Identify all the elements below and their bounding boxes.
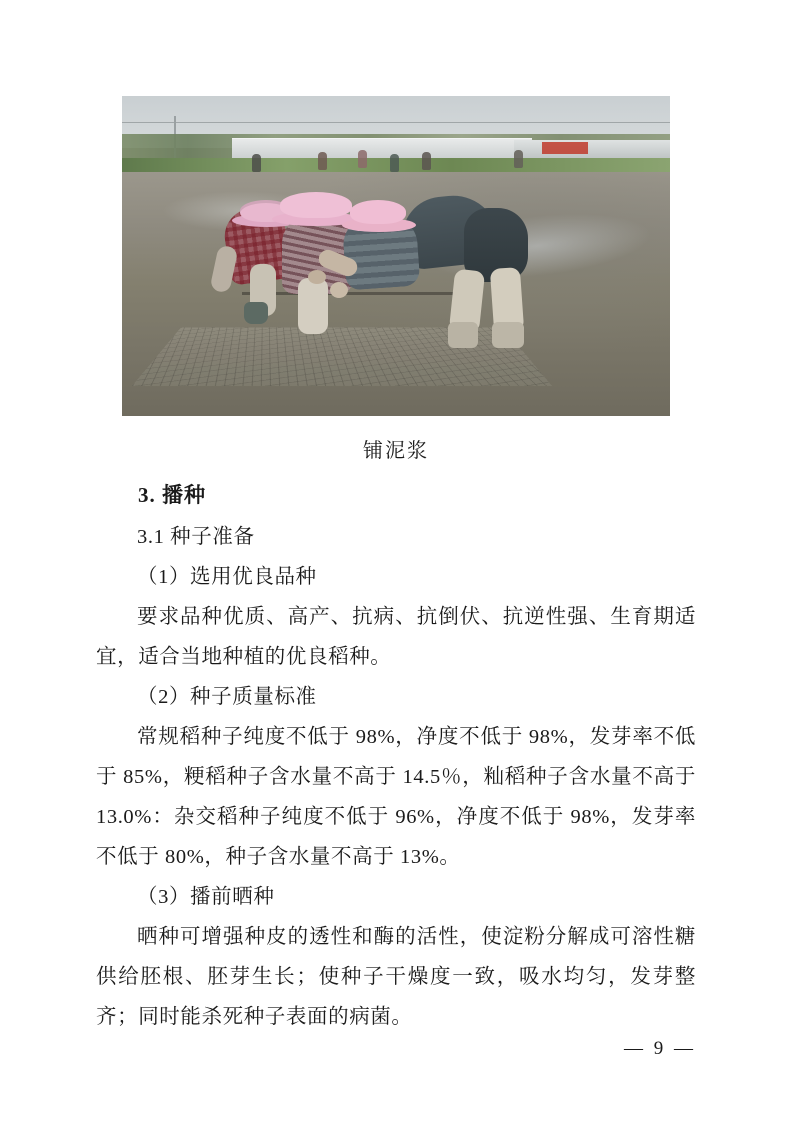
photo-worker-right-boot-left xyxy=(448,322,478,348)
photo-worker-right-boot-right xyxy=(492,322,524,348)
photo-worker-left-boot xyxy=(244,302,268,324)
item-paragraph-2: 常规稻种子纯度不低于 98%，净度不低于 98%，发芽率不低于 85%，粳稻种子含水量不高于 14.5％，籼稻种子含水量不高于 13.0%：杂交稻种子纯度不低于 96%，净度不低于 98%，发芽率不低于 80%，种子含水量不高于 13%。 xyxy=(96,726,696,868)
photo-worker-middle-hand xyxy=(330,282,348,298)
subsection-heading: 3.1 种子准备 xyxy=(137,526,255,548)
photo-distant-person xyxy=(422,152,431,170)
body-text xyxy=(96,475,696,1037)
item-label-1: （1）选用优良品种 xyxy=(137,566,317,588)
photo-worker-right-hand xyxy=(308,270,326,284)
figure-block xyxy=(122,96,670,463)
photo-tray-edge xyxy=(242,292,472,295)
photo-seedling-tray-grid xyxy=(132,327,552,386)
photo-distant-person xyxy=(318,152,327,170)
item-paragraph-1: 要求品种优质、高产、抗病、抗倒伏、抗逆性强、生育期适宜，适合当地种植的优良稻种。 xyxy=(96,606,696,668)
item-label-3: （3）播前晒种 xyxy=(137,886,275,908)
page-number: — 9 — xyxy=(624,1038,696,1059)
item-paragraph-3: 晒种可增强种皮的透性和酶的活性，使淀粉分解成可溶性糖供给胚根、胚芽生长；使种子干燥度一致，吸水均匀，发芽整齐；同时能杀死种子表面的病菌。 xyxy=(96,926,696,1028)
photo-distant-person xyxy=(514,150,523,168)
photo-worker-middle-leg xyxy=(298,278,328,334)
figure-caption: 铺泥浆 xyxy=(363,440,429,462)
photo-distant-person xyxy=(358,150,367,168)
page-content xyxy=(96,96,696,1037)
photo-red-banner xyxy=(542,142,588,154)
photo-distant-person xyxy=(390,154,399,172)
photo-worker-middle-hat xyxy=(280,192,352,218)
photo-greenhouse-right xyxy=(514,140,670,158)
photo-distant-person xyxy=(252,154,261,172)
field-workers-spreading-mud-slurry-photo xyxy=(122,96,670,416)
item-label-2: （2）种子质量标准 xyxy=(137,686,317,708)
section-heading: 3. 播种 xyxy=(138,483,206,507)
photo-powerline xyxy=(122,122,670,123)
photo-worker-right-hat xyxy=(350,200,406,224)
